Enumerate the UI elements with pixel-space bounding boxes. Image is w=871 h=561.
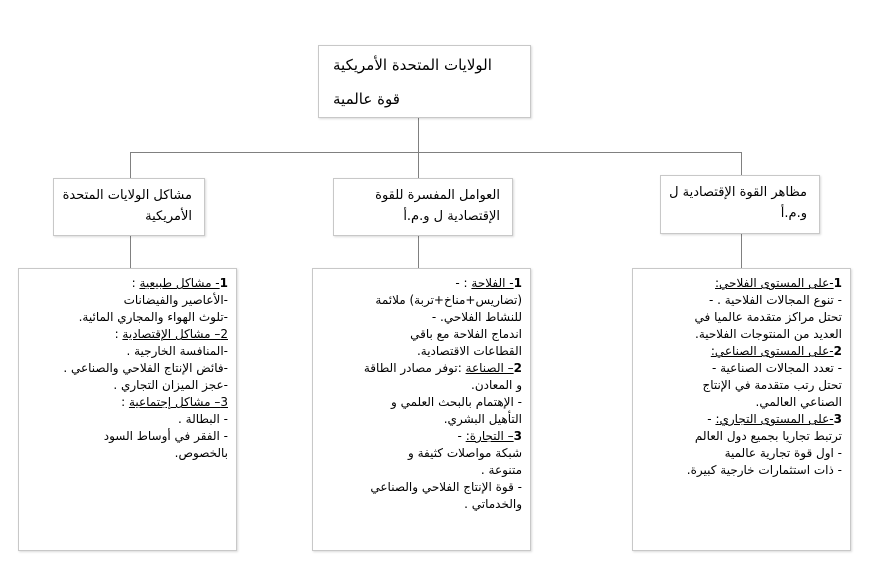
content-line xyxy=(25,309,228,326)
line-text: والخدماتي . xyxy=(464,497,522,511)
line-text: - اول قوة تجارية عالمية xyxy=(724,446,842,460)
content-line xyxy=(319,360,522,377)
line-text: شبكة مواصلات كثيفة و xyxy=(407,446,522,460)
line-text: : - xyxy=(455,276,472,290)
content-line xyxy=(639,292,842,309)
line-text: : xyxy=(121,395,129,409)
content-line xyxy=(319,292,522,309)
line-text: بالخصوص. xyxy=(174,446,228,460)
line-text: و المعادن. xyxy=(471,378,522,392)
line-text: - قوة الإنتاج الفلاحي والصناعي xyxy=(370,480,522,494)
content-box-aspects xyxy=(632,268,851,551)
content-line xyxy=(319,496,522,513)
content-line xyxy=(25,411,228,428)
line-text: متنوعة . xyxy=(480,463,522,477)
root-subtitle: قوة عالمية xyxy=(333,89,400,108)
content-line xyxy=(319,462,522,479)
line-text: - تنوع المجالات الفلاحية . - xyxy=(708,293,842,307)
content-box-problems xyxy=(18,268,237,551)
content-line xyxy=(25,275,228,292)
content-line xyxy=(319,479,522,496)
content-line xyxy=(319,394,522,411)
content-line xyxy=(639,411,842,428)
content-line xyxy=(639,394,842,411)
connector-factors-down xyxy=(418,235,419,269)
content-line xyxy=(319,343,522,360)
section-number: 1 xyxy=(833,276,842,290)
content-line xyxy=(319,309,522,326)
connector-problems-down xyxy=(130,235,131,269)
content-line xyxy=(25,360,228,377)
content-line xyxy=(319,377,522,394)
line-text: تحتل رتب متقدمة في الإنتاج xyxy=(702,378,842,392)
line-text: : xyxy=(131,276,140,290)
content-line xyxy=(25,445,228,462)
content-line xyxy=(25,394,228,411)
line-text: -المنافسة الخارجية . xyxy=(126,344,228,358)
section-label: -على المستوى الصناعي: xyxy=(710,344,834,358)
line-text: - البطالة . xyxy=(178,412,228,426)
section-label: – التجارة: xyxy=(465,429,514,443)
line-text: -تلوث الهواء والمجاري المائية. xyxy=(78,310,228,324)
section-number: 1 xyxy=(513,276,522,290)
section-label: 2– مشاكل الإقتصادية xyxy=(122,327,228,341)
heading-box-aspects xyxy=(660,175,820,234)
section-label: - الفلاحة xyxy=(471,276,514,290)
connector-to-factors xyxy=(418,152,419,178)
content-line xyxy=(25,343,228,360)
content-line xyxy=(639,309,842,326)
section-label: -على المستوى الفلاحي: xyxy=(715,276,834,290)
content-line xyxy=(25,326,228,343)
line-text: - xyxy=(457,429,466,443)
line-text: القطاعات الاقتصادية. xyxy=(416,344,522,358)
root-title: الولايات المتحدة الأمريكية xyxy=(333,55,492,74)
content-line xyxy=(639,428,842,445)
line-text: - الفقر في أوساط السود xyxy=(103,429,228,443)
content-line xyxy=(319,326,522,343)
content-line xyxy=(639,445,842,462)
line-text: الصناعي العالمي. xyxy=(755,395,842,409)
content-line xyxy=(25,428,228,445)
content-line xyxy=(25,377,228,394)
section-number: 2 xyxy=(513,361,522,375)
content-line xyxy=(639,462,842,479)
section-label: - مشاكل طبيعية xyxy=(139,276,220,290)
root-box xyxy=(318,45,531,118)
content-line xyxy=(319,275,522,292)
section-label: -على المستوى التجاري: xyxy=(715,412,834,426)
connector-root-down xyxy=(418,117,419,153)
connector-to-problems xyxy=(130,152,131,178)
content-line xyxy=(639,275,842,292)
content-line xyxy=(319,411,522,428)
content-line xyxy=(639,377,842,394)
line-text: -فائض الإنتاج الفلاحي والصناعي . xyxy=(63,361,228,375)
section-label: 3– مشاكل إجتماعية xyxy=(128,395,228,409)
line-text: اندماج الفلاحة مع باقي xyxy=(410,327,522,341)
content-line xyxy=(639,326,842,343)
line-text: للنشاط الفلاحي. - xyxy=(431,310,522,324)
section-label: – الصناعة xyxy=(465,361,514,375)
line-text: -عجز الميزان التجاري . xyxy=(113,378,228,392)
section-number: 1 xyxy=(219,276,228,290)
content-line xyxy=(639,360,842,377)
line-text: : xyxy=(114,327,123,341)
line-text: تحتل مراكز متقدمة عالميا في xyxy=(694,310,842,324)
line-text: ترتبط تجاريا بجميع دول العالم xyxy=(694,429,842,443)
content-line xyxy=(25,292,228,309)
connector-aspects-down xyxy=(741,233,742,269)
content-line xyxy=(319,445,522,462)
line-text: (تضاريس+مناخ+تربة) ملائمة xyxy=(375,293,522,307)
heading-aspects: مظاهر القوة الإقتصادية ل و.م.أ xyxy=(669,185,807,221)
content-box-factors xyxy=(312,268,531,551)
content-line xyxy=(319,428,522,445)
line-text: :توفر مصادر الطاقة xyxy=(363,361,466,375)
section-number: 2 xyxy=(833,344,842,358)
line-text: - ذات استثمارات خارجية كبيرة. xyxy=(686,463,842,477)
heading-box-problems xyxy=(53,178,205,236)
connector-horizontal xyxy=(130,152,742,153)
line-text: - الإهتمام بالبحث العلمي و xyxy=(390,395,522,409)
heading-box-factors xyxy=(333,178,513,236)
line-text: - xyxy=(707,412,716,426)
line-text: - تعدد المجالات الصناعية - xyxy=(711,361,842,375)
line-text: التأهيل البشري. xyxy=(443,412,522,426)
content-line xyxy=(639,343,842,360)
heading-factors: العوامل المفسرة للقوة الإقتصادية ل و.م.أ xyxy=(375,188,500,224)
section-number: 3 xyxy=(513,429,522,443)
section-number: 3 xyxy=(833,412,842,426)
heading-problems: مشاكل الولايات المتحدة الأمريكية xyxy=(62,188,192,224)
line-text: -الأعاصير والفيضانات xyxy=(123,293,228,307)
line-text: العديد من المنتوجات الفلاحية. xyxy=(695,327,842,341)
